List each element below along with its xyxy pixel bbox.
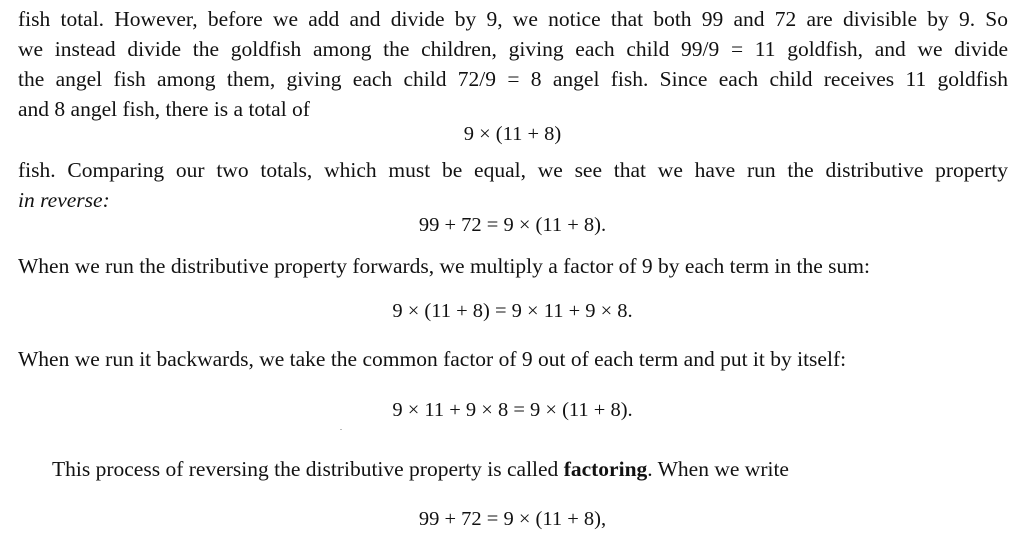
line-9-text-end: . When we write (647, 457, 789, 481)
equation-4: 9 × 11 + 9 × 8 = 9 × (11 + 8). (392, 399, 633, 421)
paragraph-line-1: fish total. However, before we add and divide by 9, we notice that both 99 and 72 are divisible by 9. So (18, 7, 1008, 31)
equation-1: 9 × (11 + 8) (463, 123, 562, 145)
paragraph-line-7: When we run the distributive property forwards, we multiply a factor of 9 by each term in the sum: (18, 254, 870, 278)
scan-speck (340, 429, 342, 430)
italic-phrase: in reverse: (18, 188, 110, 212)
equation-5: 99 + 72 = 9 × (11 + 8), (418, 508, 607, 530)
paragraph-line-4: and 8 angel fish, there is a total of (18, 97, 310, 121)
paragraph-line-6 (18, 187, 1008, 213)
paragraph-line-5: fish. Comparing our two totals, which must be equal, we see that we have run the distributive property (18, 158, 1008, 182)
paragraph-line-2: we instead divide the goldfish among the children, giving each child 99/9 = 11 goldfish, and we divide (18, 37, 1008, 61)
paragraph-line-9 (52, 456, 992, 482)
equation-2: 99 + 72 = 9 × (11 + 8). (418, 214, 607, 236)
term-factoring: factoring (563, 457, 648, 481)
equation-3: 9 × (11 + 8) = 9 × 11 + 9 × 8. (392, 300, 633, 322)
paragraph-line-8: When we run it backwards, we take the common factor of 9 out of each term and put it by itself: (18, 347, 847, 371)
line-9-text-start: This process of reversing the distributive property is called (52, 457, 564, 481)
paragraph-line-3: the angel fish among them, giving each child 72/9 = 8 angel fish. Since each child receives 11 goldfish (18, 67, 1008, 91)
